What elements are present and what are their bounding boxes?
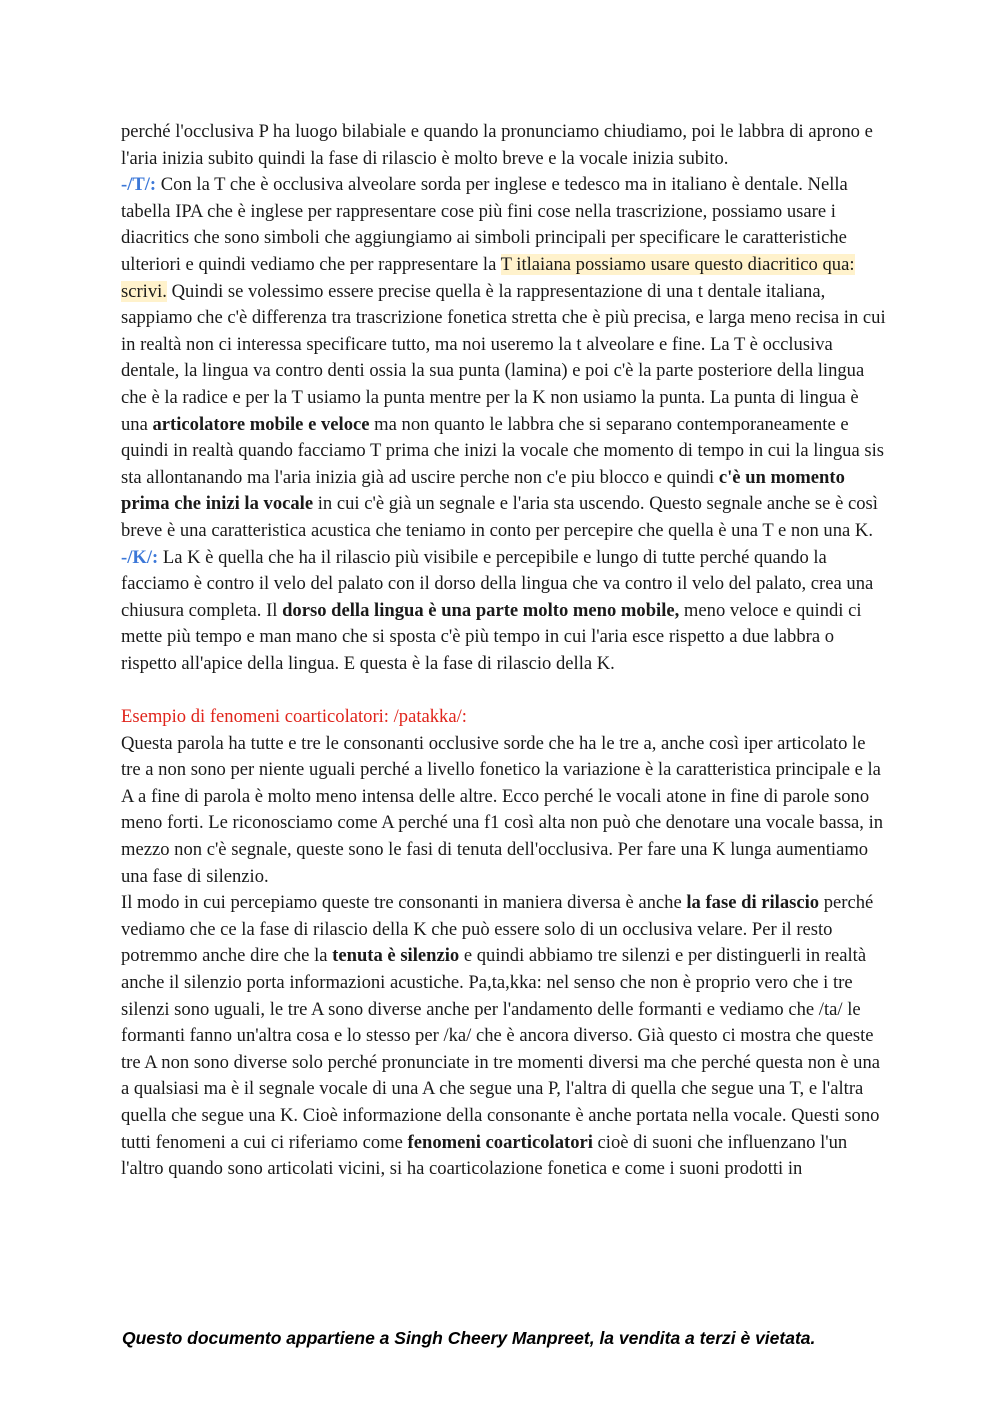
blank-line: [121, 677, 886, 704]
text: Questa parola ha tutte e tre le consonanti occlusive sorde che ha le tre a, anche così iper articolato le tre a non sono per niente uguali perché a livello fonetico la variazione è la caratteristica principale e la A a fine di parola è molto meno intensa delle altre. Ecco perché le vocali atone in fine di parole sono meno forti. Le riconosciamo come A perché una f1 così alta non può che denotare una vocale bassa, in mezzo non c'è segnale, queste sono le fasi di tenuta dell'occlusiva. Per fare una K lunga aumentiamo una fase di silenzio.: [121, 732, 884, 887]
bold-text: la fase di rilascio: [686, 892, 820, 914]
text: in cui c'è già un segnale e l'aria sta uscendo. Questo segnale anche se è così breve è una caratteristica acustica che teniamo in conto per percepire che quella è una T e non una K.: [121, 493, 878, 541]
text: meno veloce e quindi ci mette più tempo e man mano che si sposta c'è più tempo in cui l'aria esce rispetto a due labbra o rispetto all'apice della lingua. E questa è la fase di rilascio della K.: [121, 599, 862, 674]
section-label-t: -/T/:: [121, 174, 157, 196]
text: Quindi se volessimo essere precise quella è la rappresentazione di una t dentale italiana, sappiamo che c'è differenza tra trascrizione fonetica stretta che è più precisa, e larga meno recisa in cui in realtà non ci interessa specificare tutto, ma noi useremo la t alveolare e fine. La T è occlusiva dentale, la lingua va contro denti ossia la sua punta (lamina) e poi c'è la parte posteriore della lingua che è la radice e per la T usiamo la punta mentre per la K non usiamo la punta. La punta di lingua è una: [121, 280, 886, 435]
paragraph-k: [121, 545, 886, 678]
text: Con la T che è occlusiva alveolare sorda per inglese e tedesco ma in italiano è dentale. Nella tabella IPA che è inglese per rappresentare cose più fini cose nella trascrizione, possiamo usare i diacritics che sono simboli che aggiungiamo ai simboli principali per specificare le caratteristiche ulteriori e quindi vediamo che per rappresentare la: [121, 174, 848, 275]
text: perché l'occlusiva P ha luogo bilabiale e quando la pronunciamo chiudiamo, poi le labbra di aprono e l'aria inizia subito quindi la fase di rilascio è molto breve e la vocale inizia subito.: [121, 121, 873, 169]
paragraph-t: [121, 172, 886, 544]
document-body: [121, 119, 886, 1183]
text: e quindi abbiamo tre silenzi e per distinguerli in realtà anche il silenzio porta informazioni acustiche. Pa,ta,kka: nel senso che non è proprio vero che i tre silenzi sono uguali, le tre A sono diverse anche per l'andamento delle formanti e vediamo che /ta/ le formanti fanno un'altra cosa e lo stesso per /ka/ che è ancora diverso. Già questo ci mostra che queste tre A non sono diverse solo perché pronunciate in tre momenti diversi ma che perché questa non è una a qualsiasi ma è il segnale vocale di una A che segue una P, l'altra di quella che segue una T, e l'altra quella che segue una K. Cioè informazione della consonante è anche portata nella vocale. Questi sono tutti fenomeni a cui ci riferiamo come: [121, 945, 881, 1153]
paragraph-release-phase: [121, 890, 886, 1183]
text: La K è quella che ha il rilascio più visibile e percepibile e lungo di tutte perché quando la facciamo è contro il velo del palato con il dorso della lingua che va contro il velo del palato, crea una chiusura completa. Il: [121, 546, 874, 621]
paragraph-patakka: [121, 731, 886, 891]
text: cioè di suoni che influenzano l'un l'altro quando sono articolati vicini, si ha coarticolazione fonetica e come i suoni prodotti in: [121, 1131, 848, 1180]
text: perché vediamo che ce la fase di rilascio della K che può essere solo di un occlusiva velare. Per il resto potremmo anche dire che la: [121, 892, 874, 967]
bold-text: tenuta è silenzio: [332, 945, 460, 967]
bold-text: fenomeni coarticolatori: [407, 1131, 593, 1153]
bold-text: c'è un momento prima che inizi la vocale: [121, 466, 845, 515]
section-heading: Esempio di fenomeni coarticolatori: /patakka/:: [121, 706, 467, 728]
bold-text: articolatore mobile e veloce: [152, 413, 370, 435]
section-label-k: -/K/:: [121, 546, 159, 568]
text: Il modo in cui percepiamo queste tre consonanti in maniera diversa è anche: [121, 892, 687, 914]
paragraph-p-release: [121, 119, 886, 172]
highlighted-text: T itlaiana possiamo usare questo diacritico qua: scrivi.: [121, 253, 855, 302]
footer-notice: Questo documento appartiene a Singh Cheery Manpreet, la vendita a terzi è vietata.: [122, 1328, 816, 1348]
bold-text: dorso della lingua è una parte molto meno mobile,: [282, 599, 680, 621]
text: ma non quanto le labbra che si separano contemporaneamente e quindi in realtà quando facciamo T prima che inizi la vocale che momento di tempo in cui la lingua sis sta allontanando ma l'aria inizia già ad uscire perche non c'e piu blocco e quindi: [121, 413, 884, 488]
